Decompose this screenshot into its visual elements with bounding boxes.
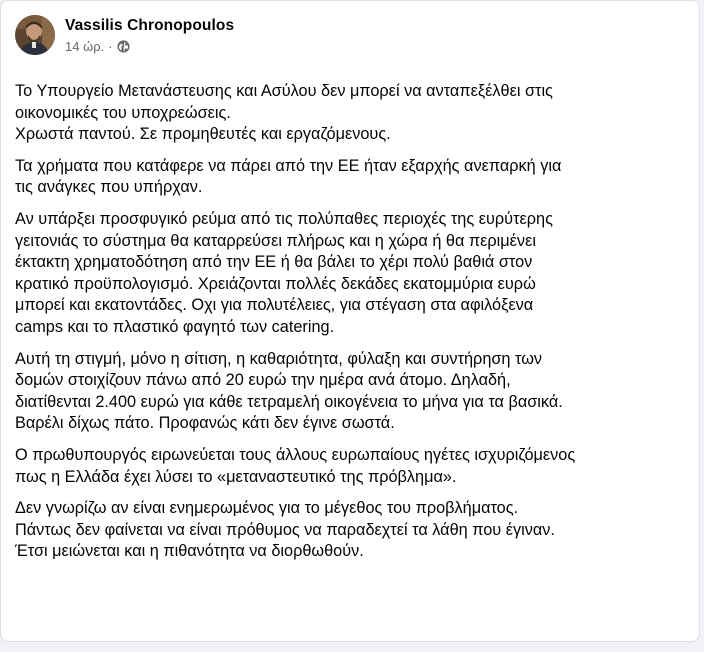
post-text-line: camps και το πλαστικό φαγητό των catering. bbox=[15, 317, 335, 336]
post-text-line: Έτσι μειώνεται και η πιθανότητα να διορθωθούν. bbox=[15, 542, 364, 561]
post-paragraph bbox=[15, 498, 691, 563]
post-paragraph bbox=[15, 349, 691, 435]
separator-dot: · bbox=[108, 38, 113, 54]
post-text-line: διατίθενται 2.400 ευρώ για κάθε τετραμελή οικογένεια το μήνα για τα βασικά. bbox=[15, 392, 563, 411]
post-text-line: Αν υπάρξει προσφυγικό ρεύμα από τις πολύπαθες περιοχές της ευρύτερης bbox=[15, 209, 553, 228]
post-text-line: Βαρέλι δίχως πάτο. Προφανώς κάτι δεν έγινε σωστά. bbox=[15, 414, 395, 433]
post-subline bbox=[65, 39, 234, 55]
post-text-line: κρατικό προϋπολογισμό. Χρειάζονται πολλές δεκάδες εκατομμύρια ευρώ bbox=[15, 274, 536, 293]
post-text-line: δομών στοιχίζουν πάνω από 20 ευρώ την ημέρα ανά άτομο. Δηλαδή, bbox=[15, 371, 511, 390]
post-paragraph bbox=[15, 209, 691, 339]
post-text-line: μπορεί και εκατοντάδες. Οχι για πολυτέλειες, για στέγαση στα αφιλόξενα bbox=[15, 296, 534, 315]
post-body bbox=[15, 81, 691, 573]
post-timestamp[interactable]: 14 ώρ. bbox=[65, 38, 105, 54]
globe-icon[interactable] bbox=[117, 40, 130, 53]
post-text-line: οικονομικές του υποχρεώσεις. bbox=[15, 103, 231, 122]
post-text-line: τις ανάγκες που υπήρχαν. bbox=[15, 178, 203, 197]
post-text-line: γειτονιάς το σύστημα θα καταρρεύσει πλήρως και η χώρα ή θα περιμένει bbox=[15, 231, 536, 250]
avatar[interactable] bbox=[15, 15, 55, 55]
post-text-line: Αυτή τη στιγμή, μόνο η σίτιση, η καθαριότητα, φύλαξη και συντήρηση των bbox=[15, 349, 543, 368]
post-text-line: Δεν γνωρίζω αν είναι ενημερωμένος για το μέγεθος του προβλήματος. bbox=[15, 499, 519, 518]
post-text-line: Το Υπουργείο Μετανάστευσης και Ασύλου δεν μπορεί να ανταπεξέλθει στις bbox=[15, 82, 553, 100]
post-text-line: Πάντως δεν φαίνεται να είναι πρόθυμος να παραδεχτεί τα λάθη που έγιναν. bbox=[15, 520, 555, 539]
author-name[interactable]: Vassilis Chronopoulos bbox=[65, 16, 235, 34]
post-text-line: πως η Ελλάδα έχει λύσει το «μεταναστευτικό της πρόβλημα». bbox=[15, 467, 457, 486]
post-meta bbox=[65, 16, 234, 55]
post-text-line: Χρωστά παντού. Σε προμηθευτές και εργαζόμενους. bbox=[15, 125, 391, 144]
post-text-line: Ο πρωθυπουργός ειρωνεύεται τους άλλους ευρωπαίους ηγέτες ισχυριζόμενος bbox=[15, 445, 576, 464]
post-text-line: Τα χρήματα που κατάφερε να πάρει από την ΕΕ ήταν εξαρχής ανεπαρκή για bbox=[15, 156, 562, 175]
post-paragraph bbox=[15, 156, 691, 199]
post-paragraph bbox=[15, 445, 691, 488]
post-text-line: έκτακτη χρηματοδότηση από την ΕΕ ή θα βάλει το χέρι πολύ βαθιά στον bbox=[15, 253, 533, 272]
post-paragraph bbox=[15, 81, 691, 146]
post-header bbox=[15, 11, 234, 59]
